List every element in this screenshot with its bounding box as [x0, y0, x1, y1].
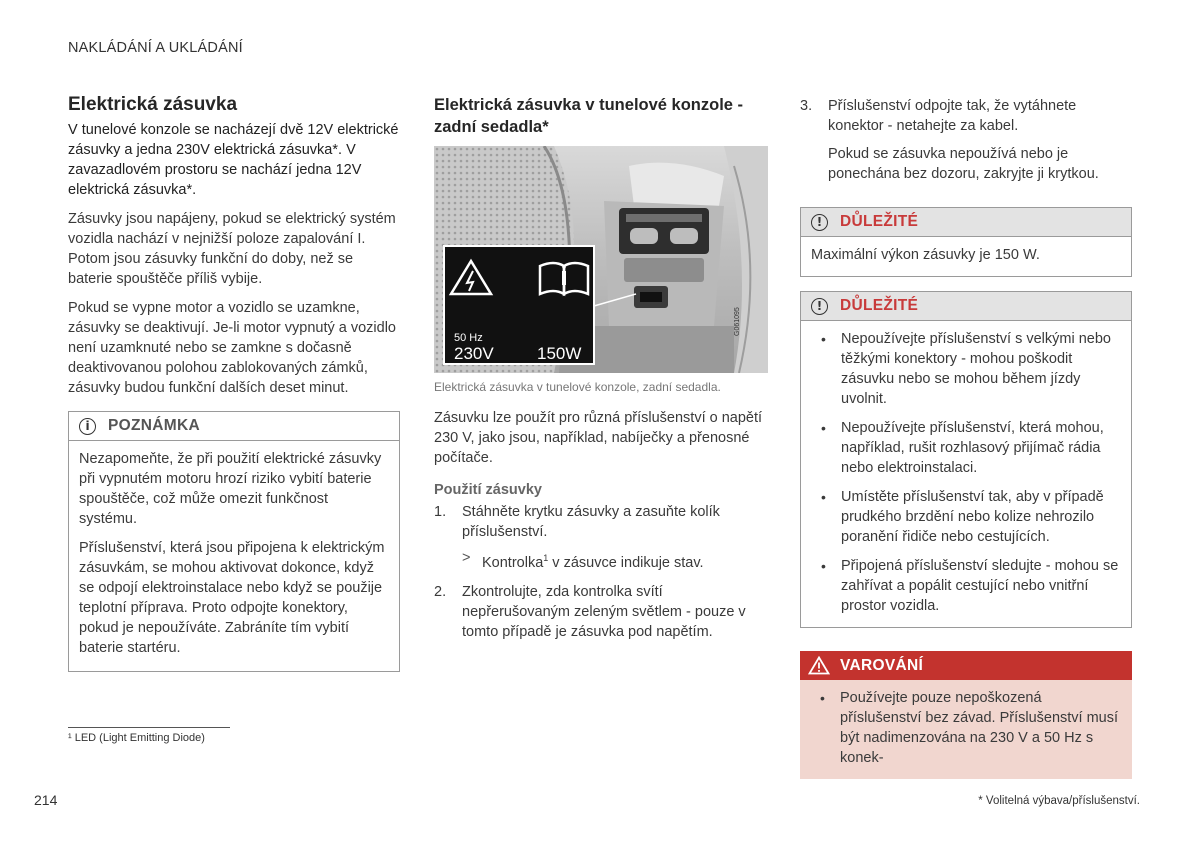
important-box [800, 207, 1132, 277]
list-item: • Nepoužívejte příslušenství, která mohou, například, rušit rozhlasový přijímač rádia nebo elektroinstalaci. [811, 418, 1121, 478]
note-paragraph: Příslušenství, která jsou připojena k elektrickým zásuvkám, se mohou aktivovat dokonce, když se odpojí elektroinstalace nebo když se použije teplotní příprava. Proto odpojte konektory, pokud je nepoužíváte. Zabráníte tím vybití baterie startéru. [79, 540, 385, 656]
socket-illustration [434, 146, 768, 373]
list-item: • Připojená příslušenství sledujte - mohou se zahřívat a popálit cestující nebo vnitřní prostor vozidla. [811, 556, 1121, 616]
note-body [69, 441, 399, 671]
important-title: DŮLEŽITÉ [840, 297, 919, 314]
important-title: DŮLEŽITÉ [840, 213, 919, 230]
paragraph: Pokud se vypne motor a vozidlo se uzamkne, zásuvky se deaktivují. Je-li motor vypnutý a vozidlo není uzamknuté nebo se zamkne s dočasně deaktivovanou polohou zablokovaných zámků, zásuvky budou funkční dalších deset minut. [68, 300, 396, 396]
list-item: • Nepoužívejte příslušenství s velkými nebo těžkými konektory - mohou poškodit zásuvku nebo se mohou během jízdy uvolnit. [811, 329, 1121, 409]
warning-header [800, 651, 1132, 680]
important-header [801, 208, 1131, 237]
warning-body [800, 680, 1132, 779]
column-right [800, 96, 1132, 779]
list-item [434, 582, 768, 642]
step-number: 2. [434, 583, 447, 600]
figure-caption: Elektrická zásuvka v tunelové konzole, zadní sedadla. [434, 380, 721, 394]
page-number: 214 [34, 792, 58, 808]
warning-title: VAROVÁNÍ [840, 656, 924, 674]
step-text: Příslušenství odpojte tak, že vytáhnete konektor - netahejte za kabel. [828, 98, 1077, 134]
important-header [801, 292, 1131, 321]
running-header: NAKLÁDÁNÍ A UKLÁDÁNÍ [68, 40, 243, 56]
section-title: Elektrická zásuvka [68, 94, 238, 115]
note-title: POZNÁMKA [108, 417, 200, 434]
important-text: Maximální výkon zásuvky je 150 W. [811, 247, 1040, 263]
list-item: • Umístěte příslušenství tak, aby v případě prudkého brzdění nebo kolize nehrozilo poranění řidiče nebo cestujících. [811, 487, 1121, 547]
console-drawing [434, 146, 768, 373]
important-list [811, 329, 1121, 616]
paragraph: Zásuvku lze použít pro různá příslušenství o napětí 230 V, jako jsou, například, nabíječky a přenosné počítače. [434, 410, 763, 466]
frequency-label: 50 Hz [454, 332, 483, 344]
warning-box [800, 651, 1132, 779]
step-text: Zkontrolujte, zda kontrolka svítí nepřerušovaným zeleným světlem - pouze v tomto případě je zásuvka pod napětím. [462, 583, 746, 640]
subheading: Použití zásuvky [434, 482, 542, 498]
warning-triangle-icon [808, 656, 830, 675]
note-box [68, 411, 400, 672]
intro-paragraph: V tunelové konzole se nacházejí dvě 12V elektrické zásuvky a jedna 230V elektrická zásuvka*. V zavazadlovém prostoru se nachází jedna 12V elektrická zásuvka*. [68, 122, 399, 198]
result-text: Kontrolka [482, 554, 544, 571]
column-left [68, 94, 400, 672]
note-paragraph: Nezapomeňte, že při použití elektrické zásuvky při vypnutém motoru hrozí riziko vybití baterie spouštěče, což může omezit funkčnost systému. [79, 451, 382, 527]
wattage-label: 150W [537, 344, 582, 363]
step-paragraph: Pokud se zásuvka nepoužívá nebo je ponechána bez dozoru, zakryjte ji krytkou. [828, 146, 1099, 182]
list-item: • Používejte pouze nepoškozená příslušenství bez závad. Příslušenství musí být nadimenzována na 230 V a 50 Hz s konek- [810, 688, 1122, 768]
list-item [800, 96, 1132, 193]
exclamation-icon: ! [811, 298, 828, 315]
optional-equipment-note: * Volitelná výbava/příslušenství. [978, 795, 1140, 807]
important-body [801, 237, 1131, 276]
paragraph: Zásuvky jsou napájeny, pokud se elektrický systém vozidla nachází v nejnižší poloze zapalování I. Potom jsou zásuvky funkční do doby, než se baterie spouštěče příliš vybije. [68, 211, 396, 287]
step-text: Stáhněte krytku zásuvky a zasuňte kolík příslušenství. [462, 504, 720, 540]
steps-list [434, 502, 768, 642]
important-body [801, 321, 1131, 627]
result-arrow-icon: > [462, 550, 471, 566]
footnote-divider [68, 727, 230, 728]
section-title: Elektrická zásuvka v tunelové konzole - zadní sedadla* [434, 96, 744, 136]
note-header [69, 412, 399, 441]
important-box [800, 291, 1132, 628]
warning-list [810, 688, 1122, 768]
voltage-label: 230V [454, 344, 494, 363]
step-result [462, 548, 768, 573]
info-icon: i [79, 418, 96, 435]
steps-list [800, 96, 1132, 193]
step-number: 3. [800, 98, 813, 114]
column-middle [434, 94, 768, 651]
footnote: ¹ LED (Light Emitting Diode) [68, 732, 205, 744]
list-item [434, 502, 768, 573]
figure-code: G061095 [734, 307, 741, 336]
exclamation-icon: ! [811, 214, 828, 231]
footnote-ref: 1 [543, 553, 549, 563]
step-number: 1. [434, 504, 447, 520]
result-text-end: v zásuvce indikuje stav. [548, 554, 704, 571]
